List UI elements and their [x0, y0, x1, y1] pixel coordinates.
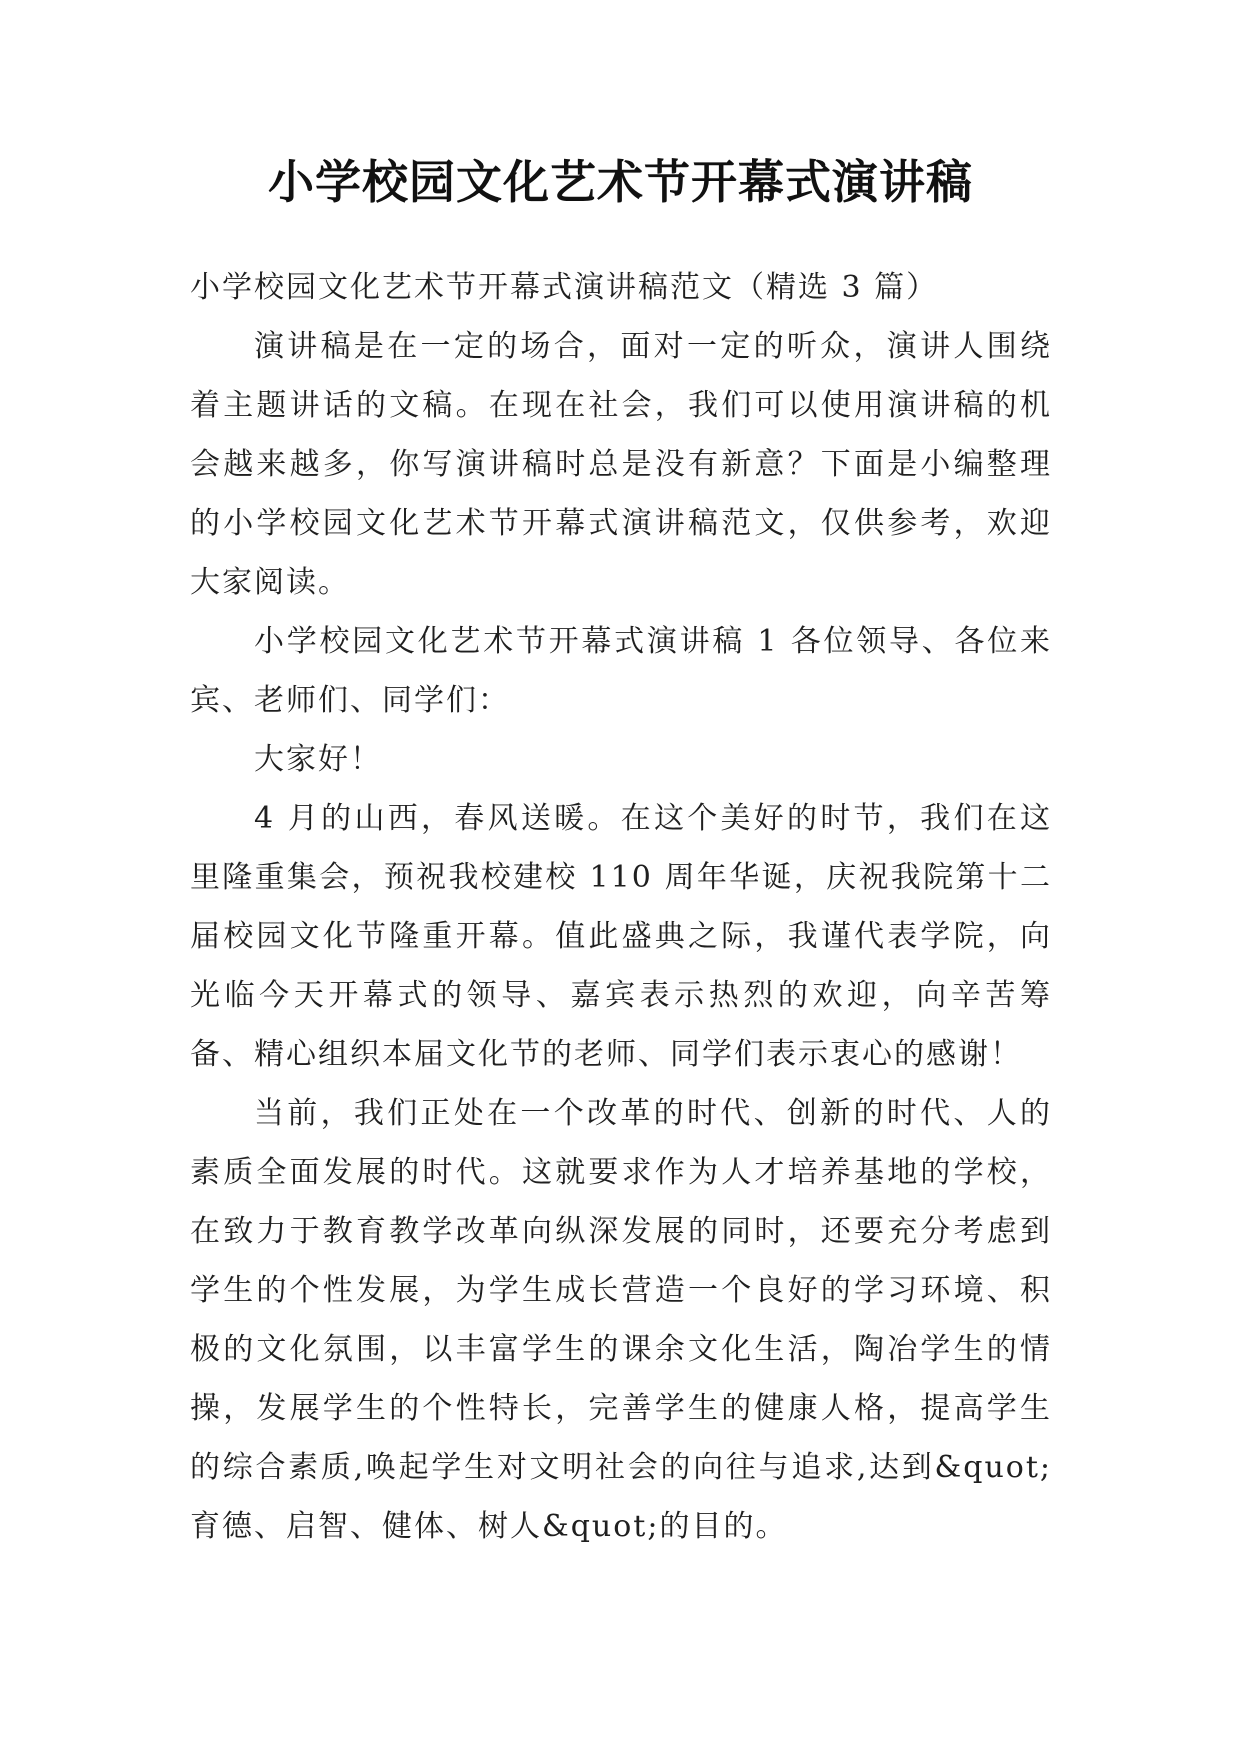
document-body — [190, 258, 1052, 1556]
paragraph-era: 当前，我们正处在一个改革的时代、创新的时代、人的素质全面发展的时代。这就要求作为人才培养基地的学校，在致力于教育教学改革向纵深发展的同时，还要充分考虑到学生的个性发展，为学生成长营造一个良好的学习环境、积极的文化氛围，以丰富学生的课余文化生活，陶冶学生的情操，发展学生的个性特长，完善学生的健康人格，提高学生的综合素质,唤起学生对文明社会的向往与追求,达到&quot;育德、启智、健体、树人&quot;的目的。 — [190, 1096, 1052, 1544]
document-title: 小学校园文化艺术节开幕式演讲稿 — [268, 155, 973, 209]
paragraph-welcome: 4 月的山西，春风送暖。在这个美好的时节，我们在这里隆重集会，预祝我校建校 110 周年华诞，庆祝我院第十二届校园文化节隆重开幕。值此盛典之际，我谨代表学院，向光临今天开幕式的领导、嘉宾表示热烈的欢迎，向辛苦筹备、精心组织本届文化节的老师、同学们表示衷心的感谢！ — [190, 801, 1052, 1072]
paragraph-subtitle: 小学校园文化艺术节开幕式演讲稿范文（精选 3 篇） — [190, 270, 939, 305]
paragraph-intro: 演讲稿是在一定的场合，面对一定的听众，演讲人围绕着主题讲话的文稿。在现在社会，我们可以使用演讲稿的机会越来越多，你写演讲稿时总是没有新意？下面是小编整理的小学校园文化艺术节开幕式演讲稿范文，仅供参考，欢迎大家阅读。 — [190, 329, 1052, 600]
paragraph-hello: 大家好！ — [254, 742, 382, 777]
paragraph-greeting-heading: 小学校园文化艺术节开幕式演讲稿 1 各位领导、各位来宾、老师们、同学们： — [190, 624, 1052, 718]
